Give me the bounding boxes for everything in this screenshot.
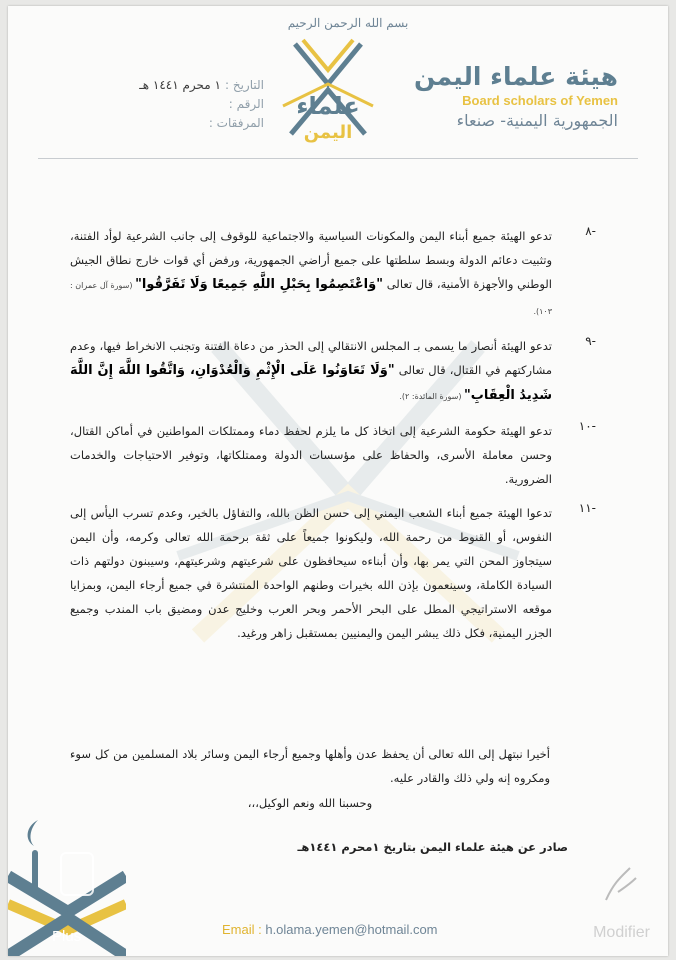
list-item xyxy=(70,419,596,491)
org-location: الجمهورية اليمنية- صنعاء xyxy=(456,111,618,130)
letter-body xyxy=(70,224,596,655)
email-address: h.olama.yemen@hotmail.com xyxy=(265,922,438,937)
letter-meta xyxy=(74,76,264,133)
pen-signature-icon xyxy=(600,862,640,906)
org-header xyxy=(398,62,618,132)
ref-label: الرقم : xyxy=(228,97,264,111)
letter-sheet xyxy=(8,6,668,956)
quran-verse: "وَلَا تَعَاوَنُوا عَلَى الْإِثْمِ وَالْعُدْوَانِ، وَاتَّقُوا اللَّهَ إِنَّ اللَّهَ شَدِيدُ الْعِقَابِ" xyxy=(70,363,552,403)
item-number: -١١ xyxy=(578,501,596,515)
org-logo-emblem xyxy=(273,34,383,144)
list-item xyxy=(70,501,596,645)
list-item xyxy=(70,224,596,324)
closing-paragraph: أخيرا نبتهل إلى الله تعالى أن يحفظ عدن وأهلها وجميع أرجاء اليمن وسائر بلاد المسلمين من كل سوء ومكروه إنه ولي ذلك والقادر عليه. xyxy=(70,747,550,785)
logo-text-bottom: اليمن xyxy=(303,122,353,143)
footer-email xyxy=(222,922,438,937)
list-item xyxy=(70,334,596,409)
email-label: Email : xyxy=(222,922,266,937)
item-number: -٩ xyxy=(585,334,596,348)
plus-watermark-label: Plus xyxy=(52,928,82,945)
item-text: تدعو الهيئة حكومة الشرعية إلى اتخاذ كل ما يلزم لحفظ دماء وممتلكات المواطنين في أماكن القتال، وحسن معاملة الأسرى، والحفاظ على مؤسسات الدولة وممتلكاتها، وتوفير الاحتياجات والخدمات الضرورية. xyxy=(70,424,552,486)
item-text: تدعو الهيئة أنصار ما يسمى بـ المجلس الانتقالي إلى الحذر من دعاة الفتنة وتجنب الانخراط فيها، وعدم مشاركتهم في القتال، قال تعالى xyxy=(70,339,552,377)
item-number: -١٠ xyxy=(578,419,596,433)
org-name-arabic: هيئة علماء اليمن xyxy=(414,62,618,91)
attachments-label: المرفقات : xyxy=(208,116,264,130)
closing-section xyxy=(70,742,550,790)
share-icon[interactable] xyxy=(60,852,94,896)
date-label: التاريخ : xyxy=(224,78,264,92)
header-divider xyxy=(38,158,638,159)
item-text: تدعوا الهيئة جميع أبناء الشعب اليمني إلى حسن الظن بالله، والتفاؤل بالخير، وعدم تسرب اليأس إلى النفوس، أو القنوط من رحمة الله، وليكونوا جميعاً على ثقة برحمة الله تعالى وكرمه، وأن اليمن سيتجاوز المحن التي يمر بها، وأن أبناءه سيحافظون على شرعيتهم وشرعيتهم، وسيبنون دولتهم ذات السيادة الكاملة، وسينعمون بإذن الله بخيرات وطنهم الواحدة المنتشرة في جميع أرجاء اليمن، وبمزايا موقعه الاستراتيجي المطل على البحر الأحمر وبحر العرب وخليج عدن ومضيق باب المندب وجميع الجزر اليمنية، فكل ذلك يبشر اليمن واليمنيين بمستقبل زاهر ورغيد. xyxy=(70,506,552,640)
verse-reference: (سورة المائدة: ٢). xyxy=(399,392,465,401)
attachments-row xyxy=(74,114,264,133)
org-name-english: Board scholars of Yemen xyxy=(462,93,618,108)
bismillah: بسم الله الرحمن الرحيم xyxy=(287,16,409,30)
date-value: ١ محرم ١٤٤١ هـ xyxy=(139,78,221,92)
verse-reference: (سورة آل عمران : ١٠٣). xyxy=(70,281,552,316)
quran-verse: "وَاعْتَصِمُوا بِحَبْلِ اللَّهِ جَمِيعًا وَلَا تَفَرَّقُوا" xyxy=(135,277,383,292)
logo-text-top: علماء xyxy=(296,92,360,120)
closing-sign-off: وحسبنا الله ونعم الوكيل،،، xyxy=(247,796,373,810)
date-row xyxy=(74,76,264,95)
ref-row xyxy=(74,95,264,114)
item-number: -٨ xyxy=(585,224,596,238)
modifier-watermark-label: Modifier xyxy=(593,924,650,941)
issued-line: صادر عن هيئة علماء اليمن بتاريخ ١محرم ١٤٤١هـ xyxy=(297,840,568,854)
item-text: تدعو الهيئة جميع أبناء اليمن والمكونات السياسية والاجتماعية للوقوف إلى جانب الشرعية لوأد الفتنة، وتثبيت دعائم الدولة وبسط سلطتها على جميع أراضي الجمهورية، ورفض أي قوات خارج نطاق الجيش الوطني والأجهزة الأمنية، قال تعالى xyxy=(70,229,552,291)
